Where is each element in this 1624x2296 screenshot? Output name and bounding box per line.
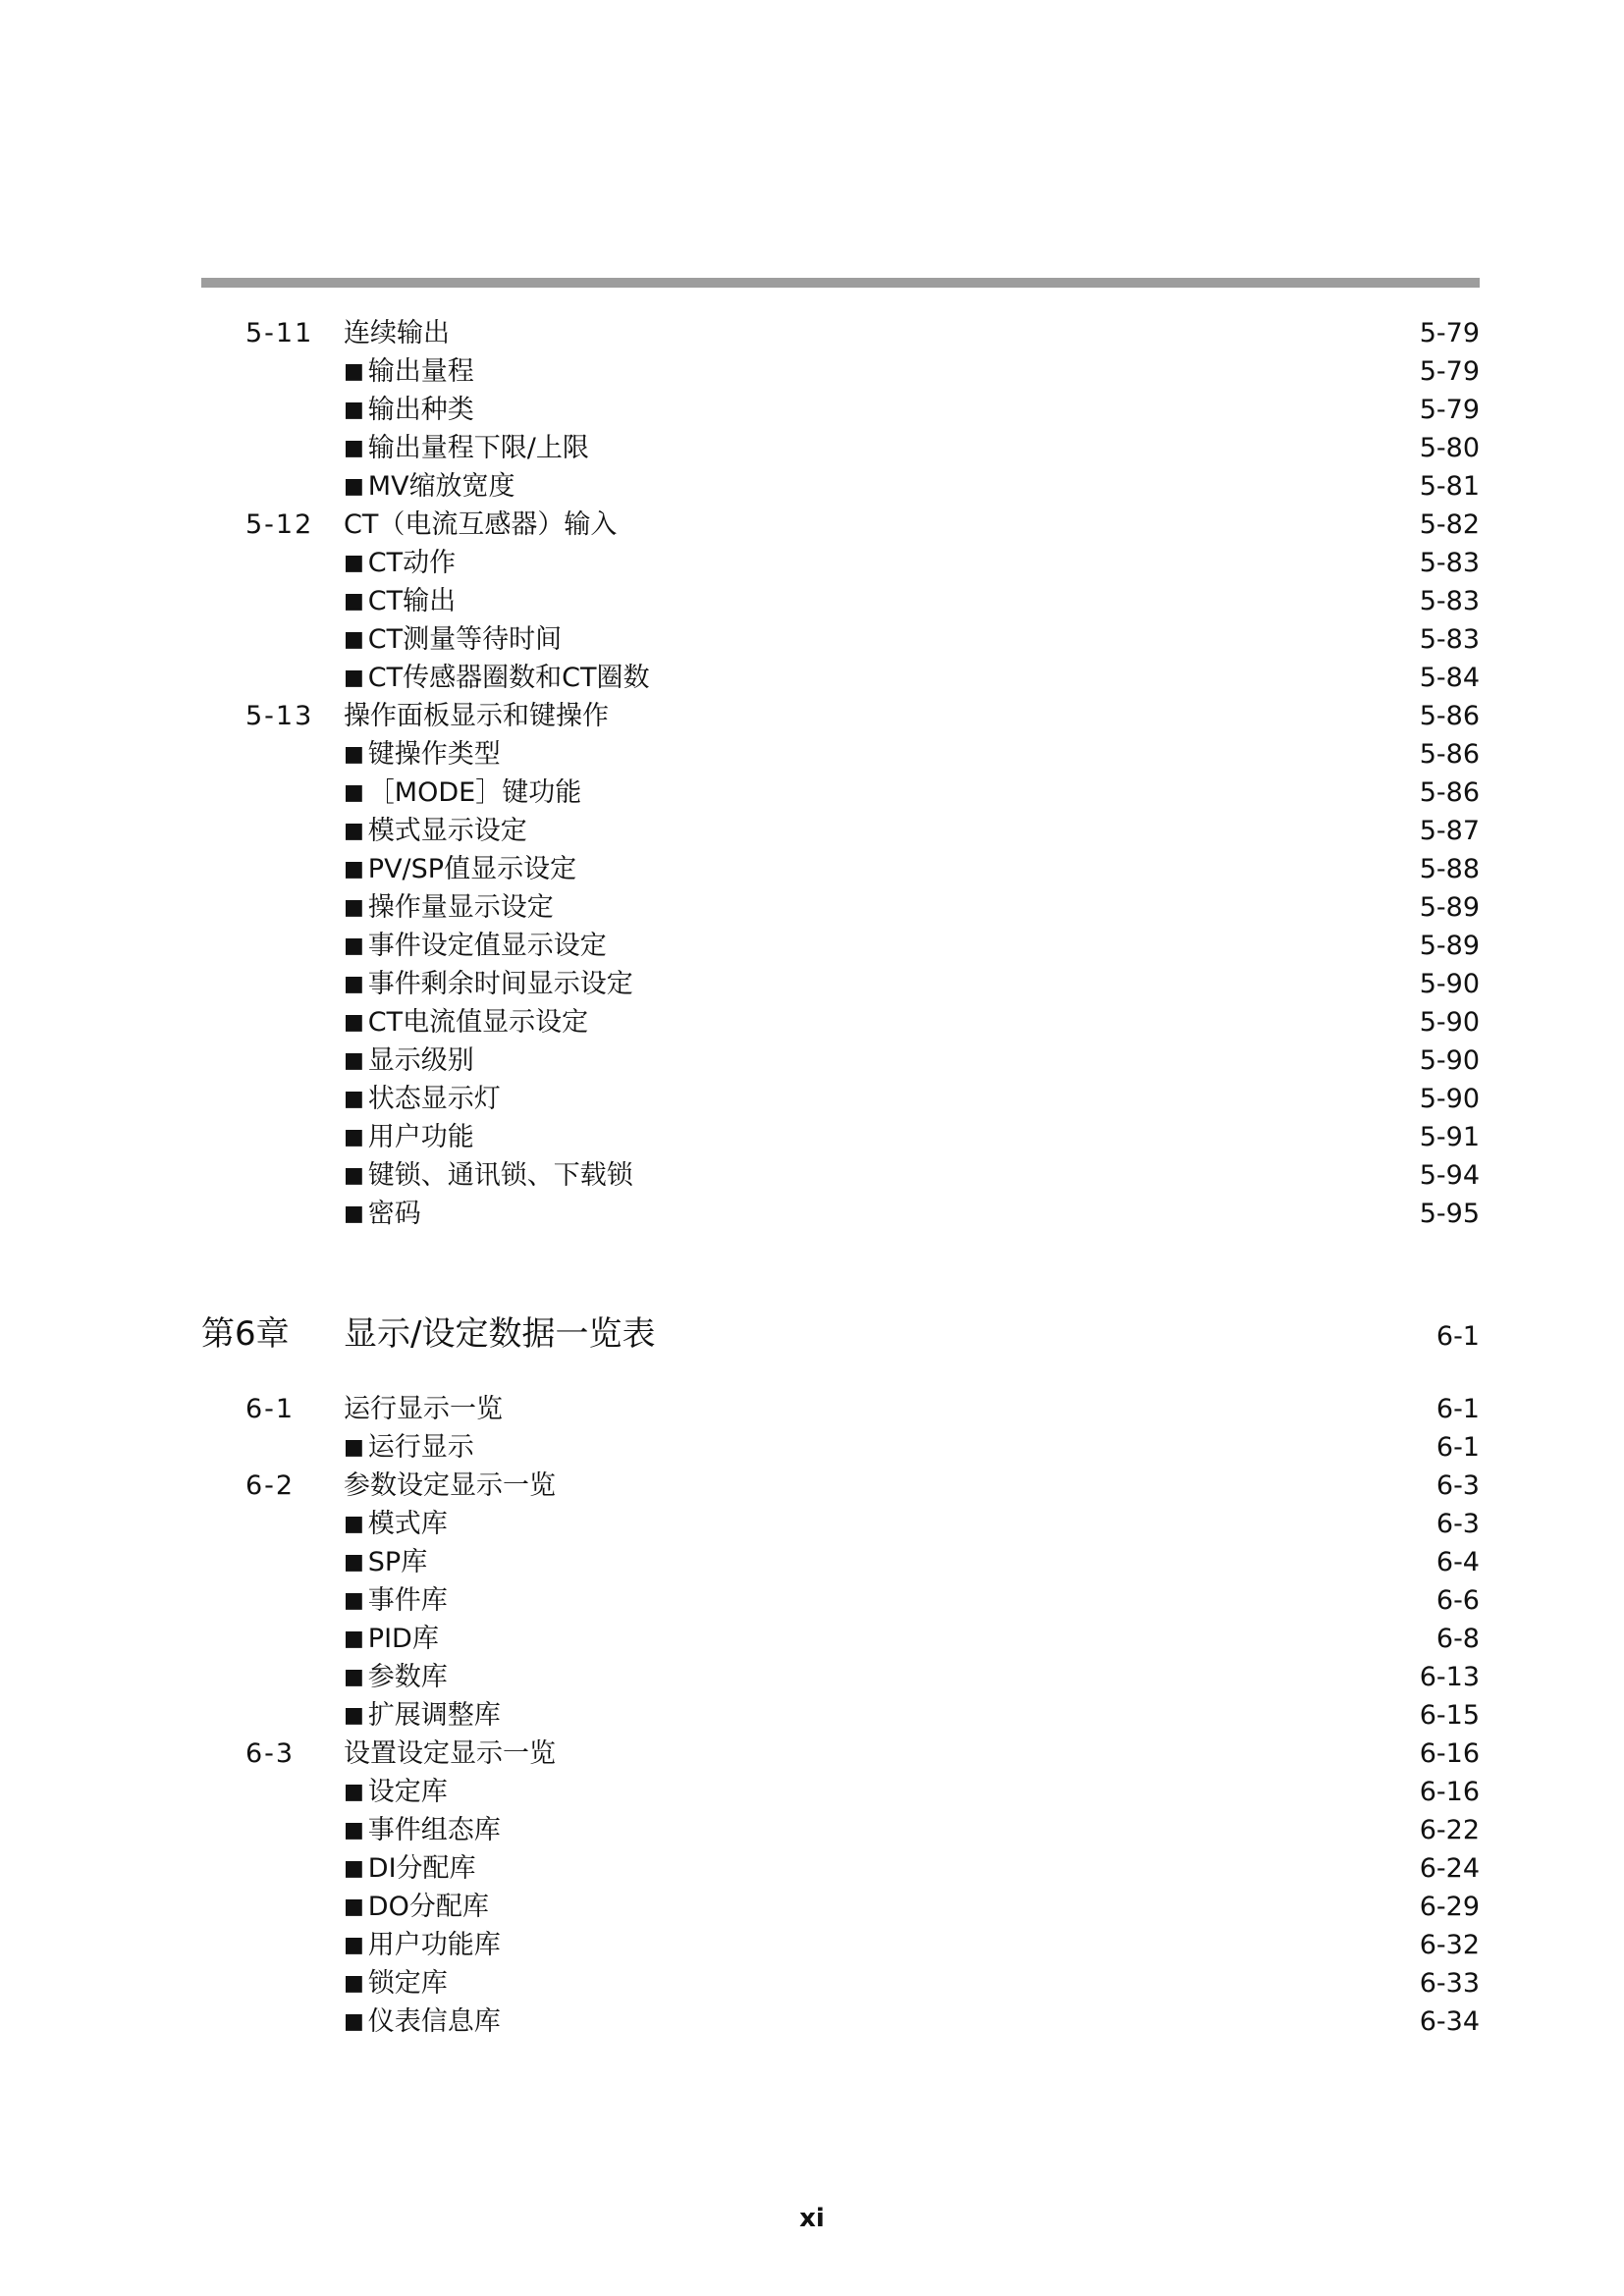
dot-leader: [456, 331, 1414, 342]
page-number: 5-80: [1419, 433, 1480, 463]
entry-title: ■ 事件库: [344, 1581, 448, 1622]
dot-leader: [509, 1407, 1431, 1417]
dot-leader: [480, 1445, 1431, 1456]
entry-title: ■ DO分配库: [344, 1888, 489, 1928]
dot-leader: [480, 1058, 1414, 1069]
section-title: 设置设定显示一览: [344, 1738, 556, 1769]
entry-title: ■ 参数库: [344, 1658, 448, 1698]
dot-leader: [521, 484, 1414, 495]
dot-leader: [507, 752, 1414, 763]
header-rule: [201, 278, 1480, 288]
section-number: 5-12: [245, 509, 314, 540]
toc-entry[interactable]: [201, 850, 1480, 888]
entry-title: ■ 状态显示灯: [344, 1080, 501, 1120]
entry-title: ■ 密码: [344, 1195, 421, 1235]
entry-title: ■ 设定库: [344, 1773, 448, 1813]
section-number: 6-1: [245, 1394, 296, 1424]
dot-leader: [639, 982, 1414, 992]
page-number: 5-83: [1419, 548, 1480, 578]
toc-entry[interactable]: [201, 1849, 1480, 1888]
page-number: 6-34: [1419, 2006, 1480, 2037]
entry-title: ■ 输出种类: [344, 391, 474, 431]
entry-title: ■ 模式显示设定: [344, 812, 527, 852]
page-number: 5-79: [1419, 356, 1480, 387]
toc-chapter-6[interactable]: [201, 1309, 1480, 1359]
dot-leader: [454, 1789, 1414, 1800]
page-number: 6-3: [1435, 1509, 1480, 1539]
page-number: 5-82: [1419, 509, 1480, 540]
toc-entry[interactable]: [201, 1080, 1480, 1118]
toc-entry[interactable]: [201, 391, 1480, 429]
page-number: 6-1: [1435, 1432, 1480, 1463]
section-number: 6-2: [245, 1470, 296, 1501]
entry-title: ■ 运行显示: [344, 1428, 474, 1468]
dot-leader: [507, 2019, 1414, 2030]
toc-section-5-11[interactable]: [201, 314, 1480, 352]
toc-entry[interactable]: [201, 1003, 1480, 1041]
dot-leader: [480, 369, 1414, 380]
toc-entry[interactable]: [201, 812, 1480, 850]
page-number: 6-24: [1419, 1853, 1480, 1884]
dot-leader: [427, 1211, 1414, 1222]
entry-title: ■ 键锁、通讯锁、下载锁: [344, 1156, 633, 1197]
toc-entry[interactable]: [201, 1428, 1480, 1467]
toc-entry[interactable]: [201, 1581, 1480, 1620]
dot-leader: [639, 1173, 1414, 1184]
page-number: 5-79: [1419, 318, 1480, 348]
dot-leader: [454, 1981, 1414, 1992]
entry-title: ■ CT测量等待时间: [344, 620, 562, 661]
page-number: 5-91: [1419, 1122, 1480, 1152]
dot-leader: [613, 943, 1414, 954]
toc-entry[interactable]: [201, 1620, 1480, 1658]
toc-entry[interactable]: [201, 1118, 1480, 1156]
toc-entry[interactable]: [201, 1543, 1480, 1581]
page-number: 6-3: [1435, 1470, 1480, 1501]
dot-leader: [445, 1636, 1431, 1647]
dot-leader: [482, 1866, 1414, 1877]
entry-title: ■ 显示级别: [344, 1041, 474, 1082]
entry-title: ■ DI分配库: [344, 1849, 476, 1890]
dot-leader: [433, 1560, 1431, 1571]
entry-title: ■ PV/SP值显示设定: [344, 850, 576, 890]
toc-entry[interactable]: [201, 2002, 1480, 2041]
toc-entry[interactable]: [201, 544, 1480, 582]
page-number: 5-89: [1419, 931, 1480, 961]
chapter-number: 第6章: [201, 1314, 290, 1354]
entry-title: ■ MV缩放宽度: [344, 467, 515, 507]
entry-title: ■ SP库: [344, 1543, 427, 1583]
toc-entry[interactable]: [201, 467, 1480, 506]
page-number: 5-90: [1419, 1007, 1480, 1038]
page-number: 5-90: [1419, 1045, 1480, 1076]
page-number: 6-13: [1419, 1662, 1480, 1692]
dot-leader: [562, 1483, 1431, 1494]
page-folio: xi: [799, 2204, 825, 2233]
dot-leader: [656, 675, 1414, 686]
page-number: 6-16: [1419, 1738, 1480, 1769]
entry-title: ■ 仪表信息库: [344, 2002, 501, 2043]
page-number: 6-29: [1419, 1892, 1480, 1922]
dot-leader: [568, 637, 1414, 648]
dot-leader: [454, 1598, 1431, 1609]
page-number: 5-89: [1419, 892, 1480, 923]
toc-entry[interactable]: [201, 774, 1480, 812]
dot-leader: [507, 1713, 1414, 1724]
page-number: 5-83: [1419, 624, 1480, 655]
section-title: 连续输出: [344, 318, 450, 348]
page-number: 5-87: [1419, 816, 1480, 846]
entry-title: ■ 输出量程下限/上限: [344, 429, 589, 469]
entry-title: ■ 用户功能库: [344, 1926, 501, 1966]
section-title: CT（电流互感器）输入: [344, 509, 618, 540]
dot-leader: [480, 407, 1414, 418]
dot-leader: [615, 714, 1414, 724]
page-number: 5-94: [1419, 1160, 1480, 1191]
toc-section-6-3[interactable]: [201, 1735, 1480, 1773]
dot-leader: [562, 1751, 1414, 1762]
page-number: 5-86: [1419, 777, 1480, 808]
section-number: 5-13: [245, 701, 314, 731]
chapter-title: 显示/设定数据一览表: [344, 1314, 656, 1354]
toc-entry[interactable]: [201, 1811, 1480, 1849]
dot-leader: [507, 1096, 1414, 1107]
dot-leader: [461, 561, 1414, 571]
toc-section-6-2[interactable]: [201, 1467, 1480, 1505]
entry-title: ■ ［MODE］键功能: [344, 774, 581, 814]
entry-title: ■ 扩展调整库: [344, 1696, 501, 1736]
section-title: 操作面板显示和键操作: [344, 701, 609, 731]
toc-entry[interactable]: [201, 1773, 1480, 1811]
dot-leader: [533, 828, 1414, 839]
dot-leader: [454, 1675, 1414, 1685]
page-number: 6-1: [1435, 1321, 1480, 1352]
dot-leader: [461, 599, 1414, 610]
toc-entry[interactable]: [201, 659, 1480, 697]
entry-title: ■ CT传感器圈数和CT圈数: [344, 659, 650, 699]
dot-leader: [595, 446, 1414, 456]
toc-entry[interactable]: [201, 927, 1480, 965]
toc-entry[interactable]: [201, 582, 1480, 620]
dot-leader: [495, 1904, 1414, 1915]
page-number: 5-90: [1419, 969, 1480, 999]
dot-leader: [587, 790, 1414, 801]
entry-title: ■ CT电流值显示设定: [344, 1003, 588, 1043]
entry-title: ■ 模式库: [344, 1505, 448, 1545]
entry-title: ■ CT输出: [344, 582, 456, 622]
section-number: 5-11: [245, 318, 314, 348]
page-number: 5-81: [1419, 471, 1480, 502]
page-number: 5-95: [1419, 1199, 1480, 1229]
toc-entry[interactable]: [201, 1156, 1480, 1195]
toc-entry[interactable]: [201, 352, 1480, 391]
page-number: 6-16: [1419, 1777, 1480, 1807]
page-number: 6-33: [1419, 1968, 1480, 1999]
dot-leader: [454, 1522, 1431, 1532]
toc-entry[interactable]: [201, 429, 1480, 467]
page-number: 5-88: [1419, 854, 1480, 884]
page-number: 6-22: [1419, 1815, 1480, 1845]
dot-leader: [560, 905, 1414, 916]
toc-entry[interactable]: [201, 1696, 1480, 1735]
entry-title: ■ CT动作: [344, 544, 456, 584]
toc-entry[interactable]: [201, 1888, 1480, 1926]
entry-title: ■ 事件设定值显示设定: [344, 927, 607, 967]
toc-entry[interactable]: [201, 1658, 1480, 1696]
entry-title: ■ 操作量显示设定: [344, 888, 554, 929]
dot-leader: [480, 1135, 1414, 1146]
entry-title: ■ 输出量程: [344, 352, 474, 393]
section-title: 参数设定显示一览: [344, 1470, 556, 1501]
page-number: 6-32: [1419, 1930, 1480, 1960]
page-number: 6-6: [1435, 1585, 1480, 1616]
toc-entry[interactable]: [201, 735, 1480, 774]
page-number: 5-86: [1419, 739, 1480, 770]
section-number: 6-3: [245, 1738, 296, 1769]
dot-leader: [507, 1828, 1414, 1839]
page-number: 5-83: [1419, 586, 1480, 616]
entry-title: ■ 用户功能: [344, 1118, 474, 1158]
toc-entry[interactable]: [201, 1041, 1480, 1080]
entry-title: ■ 事件剩余时间显示设定: [344, 965, 633, 1005]
toc-entry[interactable]: [201, 888, 1480, 927]
page-number: 5-90: [1419, 1084, 1480, 1114]
toc-entry[interactable]: [201, 965, 1480, 1003]
page-number: 6-4: [1435, 1547, 1480, 1577]
dot-leader: [507, 1943, 1414, 1953]
page-number: 5-86: [1419, 701, 1480, 731]
toc-entry[interactable]: [201, 1505, 1480, 1543]
toc-section-6-1[interactable]: [201, 1390, 1480, 1428]
section-title: 运行显示一览: [344, 1394, 503, 1424]
page-number: 6-15: [1419, 1700, 1480, 1731]
toc-entry[interactable]: [201, 1195, 1480, 1233]
page-number: 6-8: [1435, 1624, 1480, 1654]
entry-title: ■ 键操作类型: [344, 735, 501, 775]
toc-entry[interactable]: [201, 1964, 1480, 2002]
entry-title: ■ PID库: [344, 1620, 439, 1660]
entry-title: ■ 事件组态库: [344, 1811, 501, 1851]
toc-entry[interactable]: [201, 1926, 1480, 1964]
dot-leader: [623, 522, 1413, 533]
toc-entry[interactable]: [201, 620, 1480, 659]
page-number: 5-84: [1419, 663, 1480, 693]
entry-title: ■ 锁定库: [344, 1964, 448, 2004]
dot-leader: [582, 867, 1414, 878]
page-number: 6-1: [1435, 1394, 1480, 1424]
toc-section-5-12[interactable]: [201, 506, 1480, 544]
dot-leader: [594, 1020, 1414, 1031]
page-number: 5-79: [1419, 395, 1480, 425]
toc-section-5-13[interactable]: [201, 697, 1480, 735]
dot-leader: [661, 1334, 1430, 1345]
